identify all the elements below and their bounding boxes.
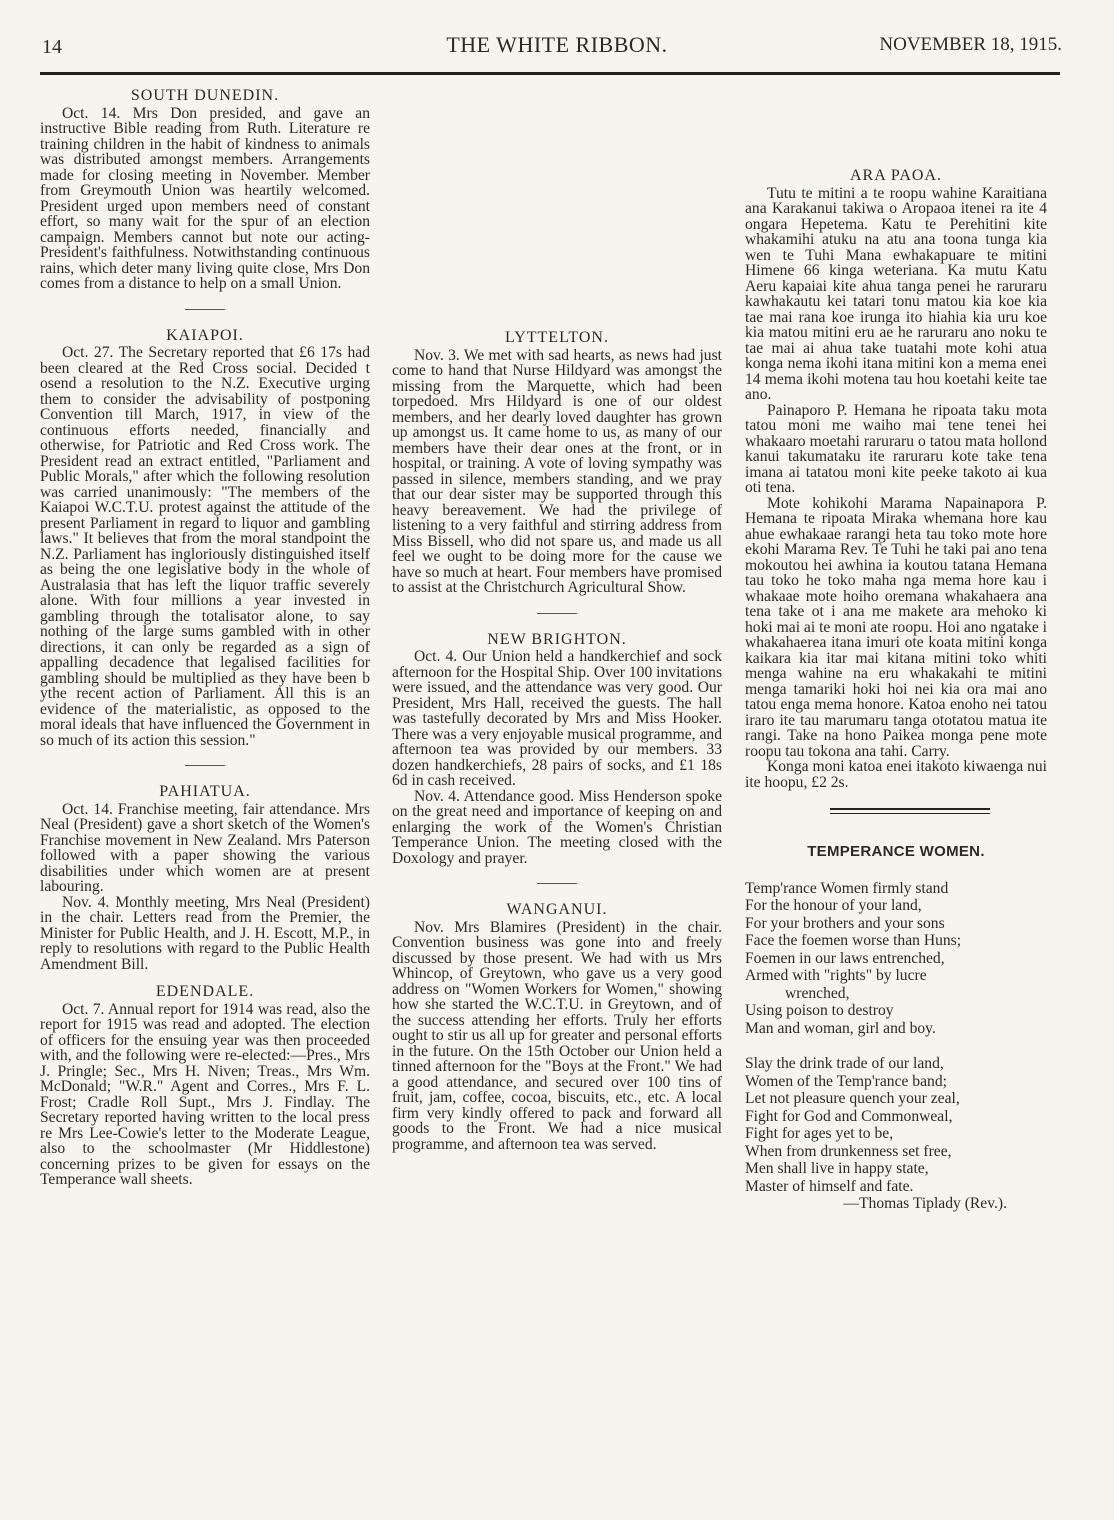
article-paragraph: Painaporo P. Hemana he ripoata taku mota tatou moni me waiho mai tene tenei hei whakaaro moetahi raruraru o tatou mata hollond kanui takumataku ite raruraru kote take tena imana ai tatatou moni kite peeke takoto ai kua oti tena.: [745, 401, 1047, 496]
poem-line: Using poison to destroy: [745, 1002, 894, 1019]
header-rule: [40, 72, 1060, 75]
page-number: 14: [42, 36, 62, 58]
poem-line: Slay the drink trade of our land,: [745, 1055, 944, 1072]
article-paragraph: Nov. 4. Attendance good. Miss Henderson spoke on the great need and importance of keeping on and enlarging the work of the Women's Christian Temperance Union. The meeting closed with the Doxology and prayer.: [392, 787, 722, 867]
article-kaiapoi: [40, 328, 370, 749]
article-paragraph: Tutu te mitini a te roopu wahine Karaitiana ana Karakanui takiwa o Aropaoa itenei ra ite 4 ongara Hepetema. Katu te Perehitini kite whakamihi atuku na atu ana toona tunga kia wen te Tuhi Mana ewhakapuare te mitini Himene 66 kinga weteriana. Ka mutu Katu Aeru kapaiai kite ahua tanga penei he raruraru kawhakautu kei tatari tonu matou kia koe kia tae mai rana koe irunga ito hiahia kia uru koe kia matou mitini eru ae he raruraru ano noku te tae mai ai ahua take tuatahi mote kohi atua konga nema ikohi itana mitini kon a mema enei 14 mema ikohi motena tau hou koetahi keite tae ano.: [745, 184, 1047, 403]
poem-temperance-women: [745, 844, 1047, 1213]
article-pahiatua: [40, 784, 370, 972]
article-heading: ARA PAOA.: [850, 167, 942, 184]
poem-line: Man and woman, girl and boy.: [745, 1019, 936, 1037]
poem-line: Fight for ages yet to be,: [745, 1125, 894, 1142]
double-rule-divider: [830, 808, 990, 814]
article-heading: PAHIATUA.: [159, 783, 251, 800]
column-2: [392, 330, 722, 1152]
article-wanganui: [392, 902, 722, 1152]
article-paragraph: Oct. 14. Franchise meeting, fair attendance. Mrs Neal (President) gave a short sketch of the Women's Franchise movement in New Zealand. Mrs Paterson followed with a paper showing the various disabilities under which women are at present labouring.: [40, 800, 370, 895]
poem-line: When from drunkenness set free,: [745, 1142, 952, 1160]
article-heading: WANGANUI.: [506, 901, 608, 918]
column-1: [40, 88, 370, 1188]
poem-line: Fight for God and Commonweal,: [745, 1107, 953, 1125]
article-heading: NEW BRIGHTON.: [487, 630, 627, 648]
article-paragraph: Oct. 27. The Secretary reported that £6 17s had been cleared at the Red Cross social. Decided t osend a resolution to the N.Z. Executive urging them to consider the advisability of postponing Convention till March, 1917, in view of the continuous efforts needed, financially and otherwise, for Patriotic and Red Cross work. The President read an extract entitled, "Parliament and Public Morals," after which the following resolution was carried unanimously: "The members of the Kaiapoi W.C.T.U. protest against the attitude of the present Parliament in regard to liquor and gambling laws." It believes that from the moral standpoint the N.Z. Parliament has ingloriously distinguished itself as being the one legislative body in the whole of Australasia that has left the liquor traffic severely alone. With four millions a year invested in gambling through the totalisator alone, to say nothing of the large sums gambled with in other directions, it can only be regarded as a sign of appalling decadence that legalised facilities for gambling should be multiplied as they have been b ythe recent action of Parliament. All this is an evidence of the materialistic, as opposed to the moral ideals that have influenced the Government in so much of its action this session.": [40, 344, 370, 749]
article-paragraph: Nov. Mrs Blamires (President) in the chair. Convention business was gone into and freely discussed by those present. We had with us Mrs Whincop, of Greytown, who gave us a very good address on "Women Workers for Women," showing how she started the W.C.T.U. in Greytown, and of the success attending her efforts. Truly her efforts ought to stir us all up for greater and personal efforts in the future. On the 15th October our Union held a tinned afternoon for the "Boys at the Front." We had a good attendance, and secured over 100 tins of fruit, jam, coffee, cocoa, biscuits, etc., etc. A local firm very kindly offered to pack and forward all goods to the Front. We had a nice musical programme, and afternoon tea was served.: [392, 918, 722, 1153]
section-divider: [537, 883, 577, 884]
column-3: [745, 168, 1075, 1213]
poem-line: Let not pleasure quench your zeal,: [745, 1090, 960, 1107]
article-lyttelton: [392, 330, 722, 596]
poem-line: For your brothers and your sons: [745, 914, 945, 932]
publication-title: THE WHITE RIBBON.: [446, 32, 668, 57]
poem-line: Master of himself and fate.: [745, 1177, 914, 1195]
article-edendale: [40, 984, 370, 1188]
poem-line: For the honour of your land,: [745, 897, 922, 914]
poem-line: Women of the Temp'rance band;: [745, 1072, 947, 1090]
article-heading: LYTTELTON.: [505, 329, 609, 346]
article-paragraph: Oct. 4. Our Union held a handkerchief and sock afternoon for the Hospital Ship. Over 100 invitations were issued, and the attendance was very good. Our President, Mrs Hall, received the guests. The hall was tastefully decorated by Mrs and Miss Hooker. There was a very enjoyable musical programme, and afternoon tea was provided by our members. 33 dozen handkerchiefs, 28 pairs of socks, and £1 18s 6d in cash received.: [392, 648, 723, 789]
poem-title: TEMPERANCE WOMEN.: [807, 843, 985, 860]
poem-author: —Thomas Tiplady (Rev.).: [843, 1195, 1007, 1212]
article-new-brighton: [392, 632, 722, 867]
poem-line: wrenched,: [785, 984, 850, 1002]
article-paragraph: Nov. 4. Monthly meeting, Mrs Neal (President) in the chair. Letters read from the Premier, the Minister for Public Health, and J. H. Escott, M.P., in reply to resolutions with regard to the Public Health Amendment Bill.: [40, 893, 370, 973]
article-ara-paoa: [745, 168, 1047, 790]
article-paragraph: Oct. 14. Mrs Don presided, and gave an instructive Bible reading from Ruth. Literature re training children in the habit of kindness to animals was distributed amongst members. Arrangements made for closing meeting in November. Member from Greymouth Union was heartily welcomed. President urged upon members need of constant effort, so many wait for the spur of an election campaign. Members cannot but note our acting-President's faithfulness. Notwithstanding continuous rains, which deter many living quite close, Mrs Don comes from a distance to help on a small Union.: [40, 104, 370, 292]
article-south-dunedin: [40, 88, 370, 292]
article-heading: SOUTH DUNEDIN.: [130, 87, 280, 104]
section-divider: [537, 613, 577, 614]
poem-line: Men shall live in happy state,: [745, 1160, 929, 1177]
article-paragraph: Nov. 3. We met with sad hearts, as news had just come to hand that Nurse Hildyard was amongst the missing from the Marquette, which had been torpedoed. Mrs Hildyard is one of our oldest members, and her dearly loved daughter has grown up amongst us. It came home to us, as many of our members have their dear ones at the front, or in hospital, or training. A vote of loving sympathy was passed in silence, members standing, and we pray that our dear sister may be supported through this heavy bereavement. We had the privilege of listening to a very faithful and stirring address from Miss Bissell, who did not spare us, and made us all feel we ought to be doing more for the cause we have so much at heart. Four members have promised to assist at the Christchurch Agricultural Show.: [392, 346, 722, 596]
article-paragraph: Konga moni katoa enei itakoto kiwaenga nui ite hoopu, £2 2s.: [745, 758, 1047, 791]
poem-line: Face the foemen worse than Huns;: [745, 932, 962, 949]
section-divider: [185, 309, 225, 310]
issue-date: NOVEMBER 18, 1915.: [879, 34, 1062, 55]
article-heading: KAIAPOI.: [166, 326, 244, 344]
poem-line: Foemen in our laws entrenched,: [745, 949, 945, 967]
article-paragraph: Oct. 7. Annual report for 1914 was read, also the report for 1915 was read and adopted. The election of officers for the ensuing year was then proceeded with, and the following were re-elected:—Pres., Mrs J. Pringle; Sec., Mrs H. Niven; Treas., Mrs Wm. McDonald; "W.R." Agent and Corres., Mrs F. L. Frost; Cradle Roll Supt., Mrs J. Findlay. The Secretary reported having written to the local press re Mrs Lee-Cowie's letter to the Moderate League, also to the schoolmaster (Mr Hiddlestone) concerning prizes to be given for essays on the Temperance wall sheets.: [40, 1000, 370, 1188]
article-paragraph: Mote kohikohi Marama Napainapora P. Hemana te ripoata Miraka whemana hore kau ahue ewhakaae rarangi heta tau toko mote hore ekohi Marama Rev. Te Tuhi he taki pai ano tena mokoutou hei awhina ia koutou tatana Hemana tau toko he toko maha nga mema hore kau i whakaae mote hoiho oremana whakahaera ana tena take ot i ana me makete ara mehoko ki hoki mai ai te moni ate roopu. Hoi ano ngatake i whakahaerea itana imuri ote koata mitini konga kaikara kia itar mai kitana mitini toko whiti menga wahine na eru whakakahi te mitini menga tamariki hoki hoi nei kia ora mai ano tatou enga mema honore. Katoa enoho nei tatou iraro ite tau marumaru tanga ototatou matua ite rangi. Take na hono Paikea monga pene mote roopu tau tokona ana tahi. Carry.: [745, 494, 1047, 760]
poem-line: Armed with "rights" by lucre: [745, 967, 927, 984]
poem-line: Temp'rance Women firmly stand: [745, 879, 949, 897]
section-divider: [185, 765, 225, 766]
article-heading: EDENDALE.: [155, 983, 255, 1000]
